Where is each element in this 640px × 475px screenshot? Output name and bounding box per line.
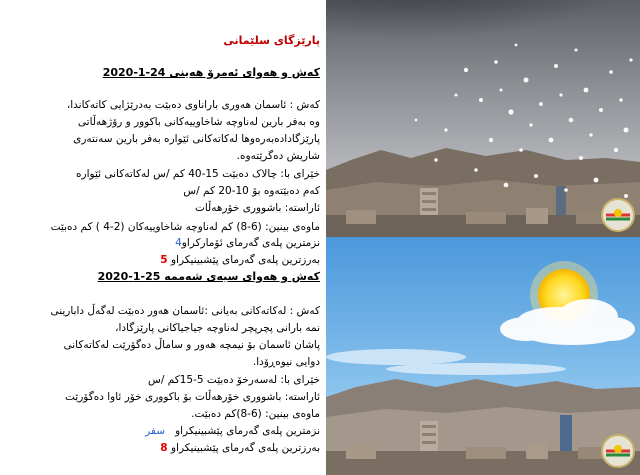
day1-visibility: ماوەی بینین: (6-8) کم لەناوچە شاخاوییەکان (2-4 ) کم دەبێت [50,221,320,233]
day1-max-temp-label: بەرزترین پلەی گەرمای پێشبینیکراو [170,254,320,266]
day1-weather-line-2: وە بەفر بارین لەناوچە شاخاوییەکانی باکوور و رۆژهەڵاتی [77,116,320,128]
day1-min-temp [175,237,320,250]
day1-min-temp-label: نزمترین پلەی گەرمای ئۆماركراو [181,237,320,249]
day1-wind-line-1: خێرای با: چالاک دەبێت 15-40 کم /س لەکاتەکانی ئێوارە [76,168,320,180]
day2-min-temp-label: نزمترین پلەی گەرمای پێشبینیکراو [175,425,320,437]
day2-max-temp-label: بەرزترین پلەی گەرمای پێشبینیکراو [170,442,320,454]
snow-storm-image [326,0,640,237]
day2-weather-line-3: پاشان ئاسمان بۆ نیمچە هەور و ساماڵ دەگۆرێت لەکاتەکانی [63,339,320,351]
day2-min-temp [145,425,320,438]
day1-direction: ئاراستە: باشووری خۆرهەڵات [194,202,320,214]
day1-max-temp-value: 5 [160,254,168,266]
day2-direction: ئاراستە: باشووری خۆرهەڵات بۆ باکووری خۆر ئاوا دەگۆرێت [65,391,320,403]
day1-weather-line-1: کەش : ئاسمان هەوری باراناوی دەبێت بەدرێژایی کاتەکاندا، [66,99,320,111]
day2-heading: کەش و هەوای سیەی شەممە 25-1-2020 [97,270,320,283]
day1-wind-line-2: کەم دەبێتەوە بۆ 10-20 کم /س [183,185,320,197]
day2-visibility: ماوەی بینین: (6-8)کم دەبێت. [191,408,320,420]
day1-min-temp-value: 4 [175,237,182,249]
partly-cloudy-image [326,237,640,475]
day2-weather-line-2: نمە بارانی پچرپچر لەناوچە جیاجیاکانی پارێزگادا، [115,322,320,334]
day2-wind: خێرای با: لەسەرخۆ دەبێت 5-15کم /س [148,374,320,386]
province-title: پارێزگای سلێمانی [223,34,320,47]
day2-max-temp-value: 8 [160,442,168,454]
day1-max-temp [160,254,320,267]
day1-weather-line-3: پارێزگادادەبەرەوها لەکاتەکانی ئێوارە بەفر بارین سەنتەری [73,133,320,145]
day2-weather-line-1: کەش : لەکاتەکانی بەیانی :ئاسمان هەور دەبێت لەگەڵ دابارینی [50,305,320,317]
day2-max-temp [160,442,320,455]
day2-weather-line-4: دوایی نیوەڕۆدا. [252,356,320,368]
day1-weather-line-4: شاریش دەگرێتەوە. [236,150,320,162]
weather-images [326,0,640,475]
day1-heading: کەش و هەوای ئەمرۆ هەینی 24-1-2020 [102,66,320,79]
day2-min-temp-value: سفر [145,425,166,437]
